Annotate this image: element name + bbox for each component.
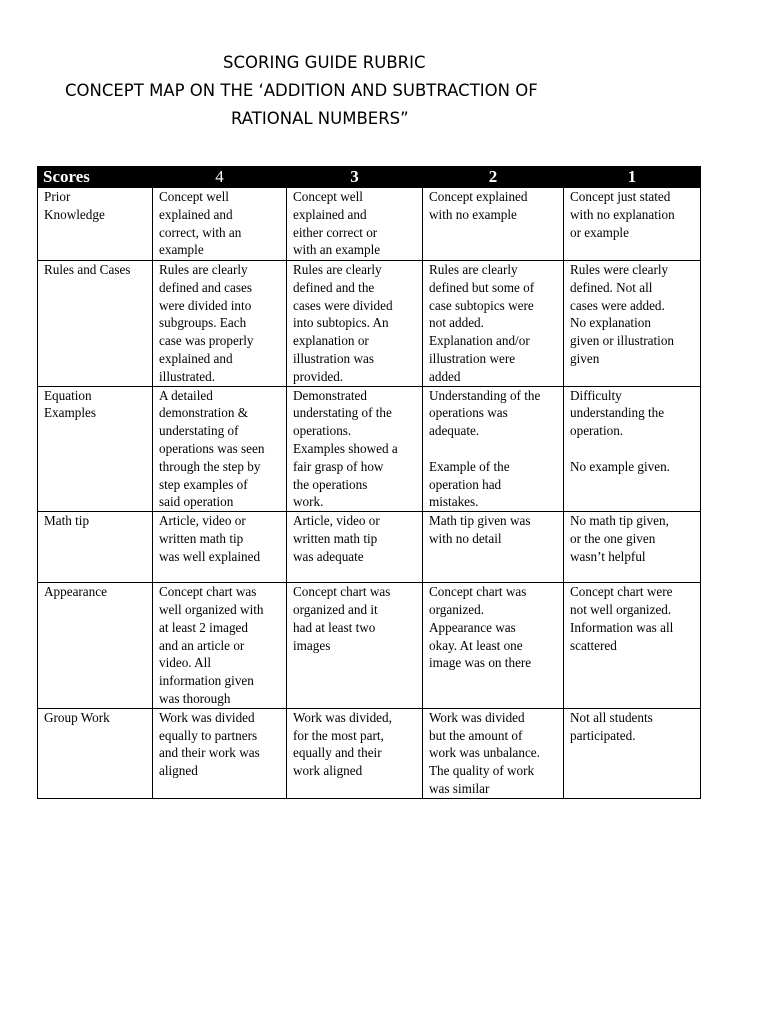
table-row <box>38 188 701 261</box>
table-cell: Rules were clearly defined. Not all cases were added. No explanation given or illustration given <box>564 261 701 387</box>
table-cell: Difficulty understanding the operation. No example given. <box>564 386 701 512</box>
table-cell: Work was divided but the amount of work was unbalance. The quality of work was similar <box>423 708 564 798</box>
row-category: Group Work <box>38 708 153 798</box>
table-row <box>38 583 701 709</box>
table-cell: Demonstrated understating of the operations. Examples showed a fair grasp of how the operations work. <box>287 386 423 512</box>
header-score-3: 3 <box>287 167 423 188</box>
table-cell: Concept chart was organized. Appearance was okay. At least one image was on there <box>423 583 564 709</box>
table-row <box>38 512 701 583</box>
table-row <box>38 261 701 387</box>
table-row <box>38 708 701 798</box>
table-cell: Concept chart was well organized with at least 2 imaged and an article or video. All information given was thorough <box>153 583 287 709</box>
table-cell: Not all students participated. <box>564 708 701 798</box>
row-category: Appearance <box>38 583 153 709</box>
table-cell: Article, video or written math tip was adequate <box>287 512 423 583</box>
title-line-1: SCORING GUIDE RUBRIC <box>223 53 426 72</box>
row-category: Rules and Cases <box>38 261 153 387</box>
header-score-1: 1 <box>564 167 701 188</box>
table-cell: Rules are clearly defined but some of case subtopics were not added. Explanation and/or illustration were added <box>423 261 564 387</box>
rubric-table <box>37 166 701 799</box>
table-cell: Understanding of the operations was adequate. Example of the operation had mistakes. <box>423 386 564 512</box>
table-cell: Concept well explained and correct, with an example <box>153 188 287 261</box>
row-category: Math tip <box>38 512 153 583</box>
header-score-2: 2 <box>423 167 564 188</box>
table-cell: Rules are clearly defined and cases were divided into subgroups. Each case was properly explained and illustrated. <box>153 261 287 387</box>
row-category: Prior Knowledge <box>38 188 153 261</box>
table-cell: Article, video or written math tip was well explained <box>153 512 287 583</box>
title-line-2: CONCEPT MAP ON THE ‘ADDITION AND SUBTRACTION OF <box>65 81 538 100</box>
table-cell: Concept well explained and either correct or with an example <box>287 188 423 261</box>
table-cell: Work was divided equally to partners and their work was aligned <box>153 708 287 798</box>
table-cell: Math tip given was with no detail <box>423 512 564 583</box>
header-scores: Scores <box>38 167 153 188</box>
row-category: Equation Examples <box>38 386 153 512</box>
table-cell: Concept chart were not well organized. Information was all scattered <box>564 583 701 709</box>
title-line-3: RATIONAL NUMBERS” <box>231 109 409 128</box>
table-row <box>38 386 701 512</box>
table-cell: A detailed demonstration & understating of operations was seen through the step by step examples of said operation <box>153 386 287 512</box>
table-cell: Concept just stated with no explanation or example <box>564 188 701 261</box>
table-cell: Work was divided, for the most part, equally and their work aligned <box>287 708 423 798</box>
table-cell: Rules are clearly defined and the cases were divided into subtopics. An explanation or illustration was provided. <box>287 261 423 387</box>
table-cell: Concept chart was organized and it had at least two images <box>287 583 423 709</box>
table-cell: Concept explained with no example <box>423 188 564 261</box>
header-score-4: 4 <box>153 167 287 188</box>
header-row <box>38 167 701 188</box>
table-cell: No math tip given, or the one given wasn’t helpful <box>564 512 701 583</box>
